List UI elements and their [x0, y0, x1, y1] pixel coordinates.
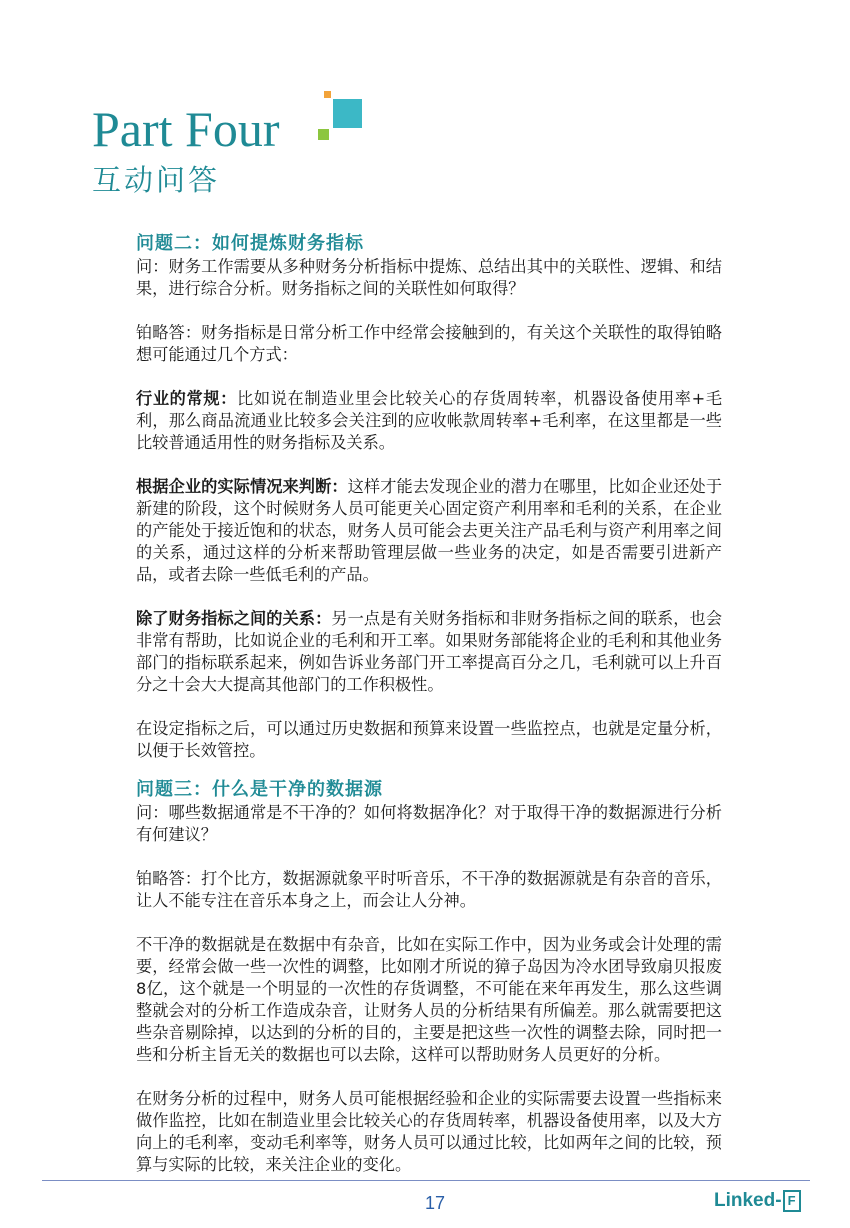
page-number: 17: [424, 1193, 446, 1213]
question-two-closing: 在设定指标之后，可以通过历史数据和预算来设置一些监控点，也就是定量分析，以便于长效管控。: [136, 719, 722, 760]
page-header: [92, 100, 280, 198]
answer-point-industry: [136, 388, 722, 454]
teal-square-icon: [333, 99, 362, 128]
question-two-answer-intro: 铂略答：财务指标是日常分析工作中经常会接触到的，有关这个关联性的取得铂略想可能通过几个方式：: [136, 323, 722, 364]
point-text: 比如说在制造业里会比较关心的存货周转率，机器设备使用率+毛利，那么商品流通业比较多会关注到的应收帐款周转率+毛利率，在这里都是一些比较普通适用性的财务指标及关系。: [136, 389, 723, 452]
question-three-paragraph-2: 在财务分析的过程中，财务人员可能根据经验和企业的实际需要去设置一些指标来做作监控，比如在制造业里会比较关心的存货周转率，机器设备使用率，以及大方向上的毛利率，变动毛利率等，财务人员可以通过比较，比如两年之间的比较，预算与实际的比较，来关注企业的变化。: [136, 1089, 722, 1174]
green-square-icon: [318, 129, 329, 140]
point-text: 这样才能去发现企业的潜力在哪里，比如企业还处于新建的阶段，这个时候财务人员可能更关心固定资产利用率和毛利的关系，在企业的产能处于接近饱和的状态，财务人员可能会去更关注产品毛利与资产利用率之间的关系，通过这样的分析来帮助管理层做一些业务的决定，如是否需要引进新产品，或者去除一些低毛利的产品。: [136, 477, 723, 584]
footer-divider: [42, 1180, 810, 1181]
answer-point-non-financial: [136, 608, 722, 696]
orange-square-icon: [324, 91, 331, 98]
point-label: 除了财务指标之间的关系：: [136, 609, 332, 628]
article-body: [136, 232, 722, 1176]
point-label: 根据企业的实际情况来判断：: [136, 477, 348, 496]
question-two-text: 问：财务工作需要从多种财务分析指标中提炼、总结出其中的关联性、逻辑、和结果，进行综合分析。财务指标之间的关联性如何取得？: [136, 257, 722, 298]
brand-text: Linked-: [714, 1190, 782, 1211]
question-three-answer-intro: 铂略答：打个比方，数据源就象平时听音乐，不干净的数据源就是有杂音的音乐，让人不能专注在音乐本身之上，而会让人分神。: [136, 869, 722, 910]
question-three-paragraph-1: 不干净的数据就是在数据中有杂音，比如在实际工作中，因为业务或会计处理的需要，经常会做一些一次性的调整，比如刚才所说的獐子岛因为冷水团导致扇贝报废8亿，这个就是一个明显的一次性的存货调整，不可能在来年再发生，那么这些调整就会对的分析工作造成杂音，让财务人员的分析结果有所偏差。那么就需要把这些杂音剔除掉，以达到的分析的目的，主要是把这些一次性的调整去除，同时把一些和分析主旨无关的数据也可以去除，这样可以帮助财务人员更好的分析。: [136, 935, 722, 1064]
question-two-heading: 问题二：如何提炼财务指标: [136, 233, 364, 254]
brand-logo: [714, 1190, 801, 1212]
question-three-text: 问：哪些数据通常是不干净的？如何将数据净化？对于取得干净的数据源进行分析有何建议？: [136, 803, 722, 844]
point-text: 另一点是有关财务指标和非财务指标之间的联系，也会非常有帮助，比如说企业的毛利和开工率。如果财务部能将企业的毛利和其他业务部门的指标联系起来，例如告诉业务部门开工率提高百分之几，毛利就可以上升百分之十会大大提高其他部门的工作积极性。: [136, 609, 723, 694]
part-subtitle: 互动问答: [92, 163, 221, 197]
point-label: 行业的常规：: [136, 389, 238, 408]
part-title: Part Four: [92, 101, 280, 157]
answer-point-actual-situation: [136, 476, 722, 586]
question-three-heading: 问题三：什么是干净的数据源: [136, 779, 383, 800]
brand-f-icon: F: [783, 1190, 801, 1212]
